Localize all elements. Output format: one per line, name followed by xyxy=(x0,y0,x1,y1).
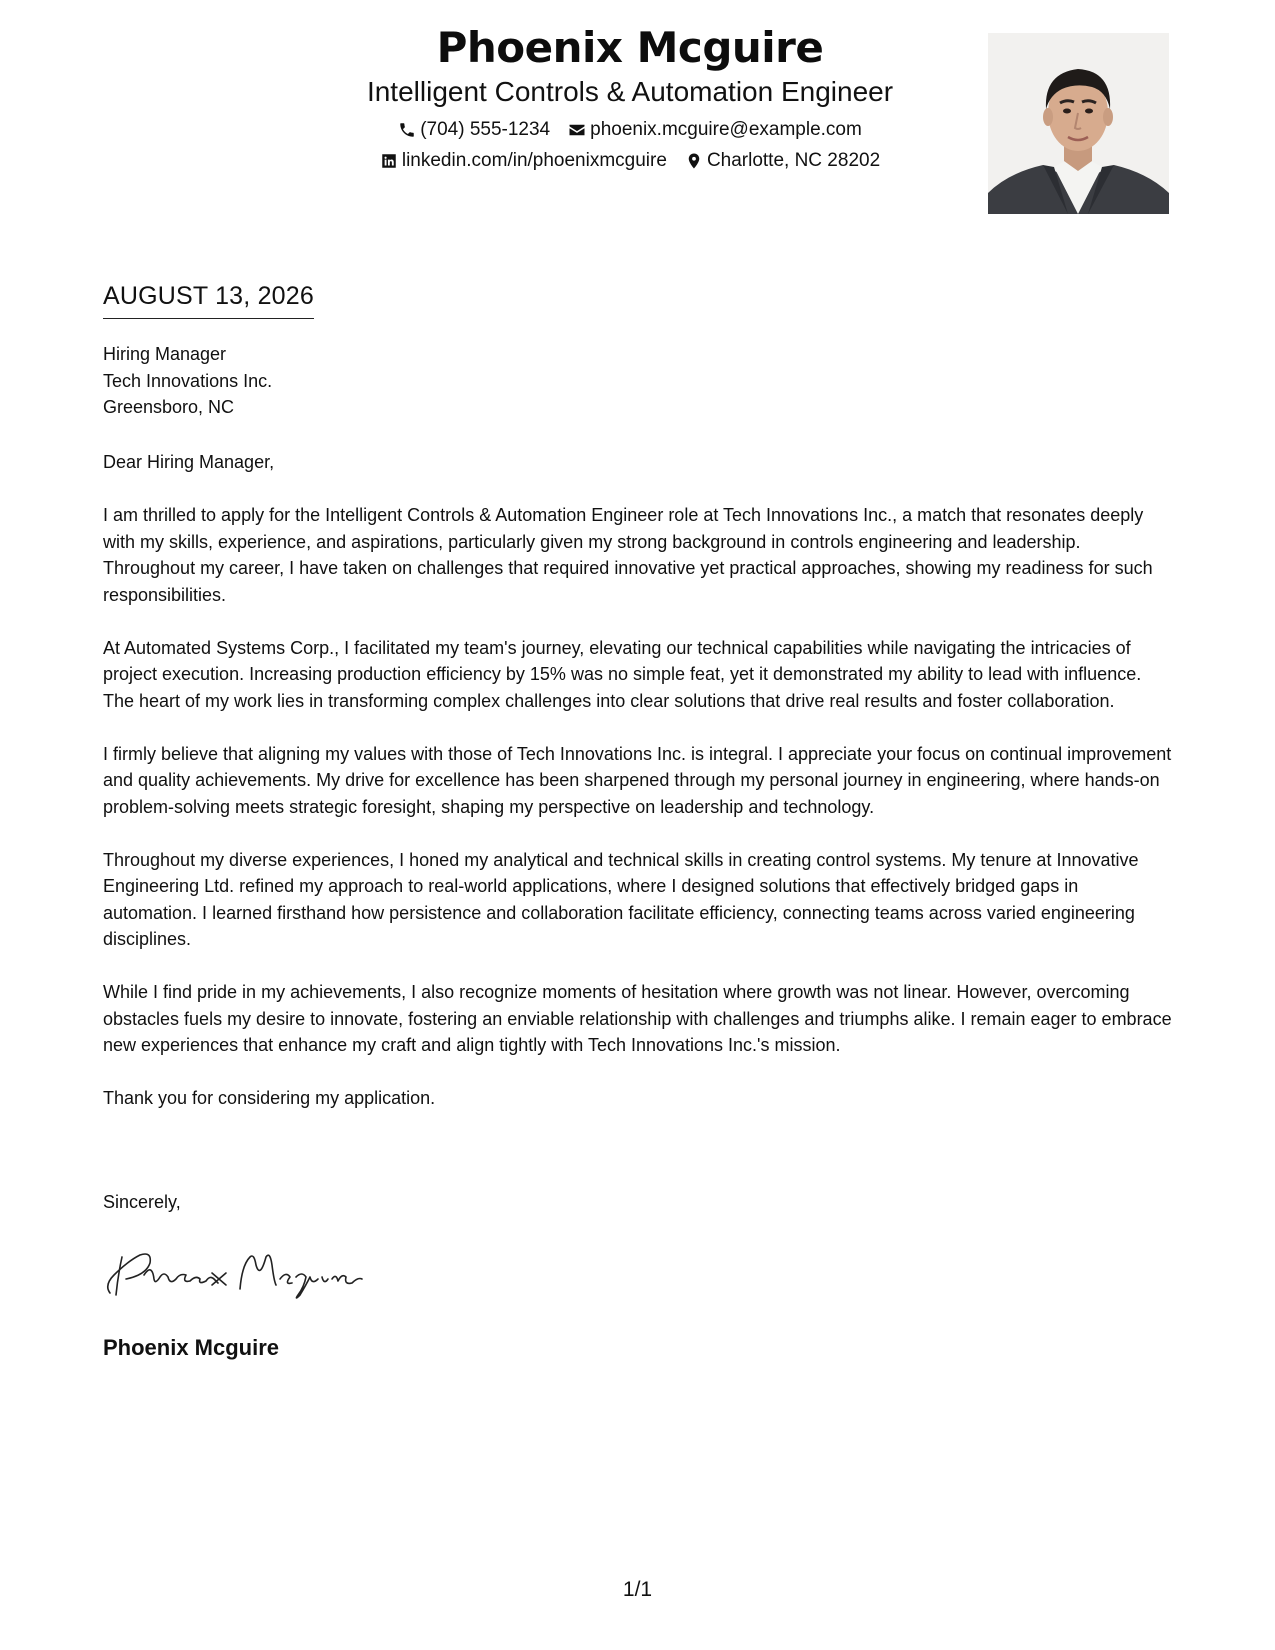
linkedin-contact[interactable] xyxy=(380,149,667,173)
recipient-block xyxy=(103,341,272,421)
letter-body xyxy=(103,449,1173,1138)
recipient-company: Tech Innovations Inc. xyxy=(103,370,273,391)
location-text: Charlotte, NC 28202 xyxy=(706,150,881,171)
linkedin-icon xyxy=(380,152,398,170)
paragraph-5: While I find pride in my achievements, I also recognize moments of hesitation where growth was not linear. However, overcoming obstacles fuels my desire to innovate, fostering an enviable relationship with challenges and triumphs alike. I remain eager to embrace new experiences that enhance my craft and align tightly with Tech Innovations Inc.'s mission. xyxy=(103,982,1172,1055)
paragraph-1: I am thrilled to apply for the Intelligent Controls & Automation Engineer role at Tech Innovations Inc., a match that resonates deeply with my skills, experience, and aspirations, particularly given my strong background in controls engineering and leadership. Throughout my career, I have taken on challenges that required innovative yet practical approaches, showing my readiness for such responsibilities. xyxy=(103,505,1153,605)
email-text: phoenix.mcguire@example.com xyxy=(590,119,862,140)
phone-icon xyxy=(398,121,416,139)
paragraph-4: Throughout my diverse experiences, I honed my analytical and technical skills in creating control systems. My tenure at Innovative Engineering Ltd. refined my approach to real-world applications, where I designed solutions that effectively bridged gaps in automation. I learned firsthand how persistence and collaboration facilitate efficiency, connecting teams across varied engineering disciplines. xyxy=(103,849,1139,949)
salutation: Dear Hiring Manager, xyxy=(103,452,275,472)
letter-date: AUGUST 13, 2026 xyxy=(103,280,314,319)
paragraph-2: At Automated Systems Corp., I facilitated my team's journey, elevating our technical capabilities while navigating the intricacies of project execution. Increasing production efficiency by 15% was no simple feat, yet it demonstrated my ability to lead with influence. The heart of my work lies in transforming complex challenges into clear solutions that drive real results and foster collaboration. xyxy=(103,637,1142,711)
recipient-location: Greensboro, NC xyxy=(103,397,235,417)
location-contact xyxy=(685,149,880,173)
recipient-title: Hiring Manager xyxy=(103,344,227,364)
paragraph-3: I firmly believe that aligning my values with those of Tech Innovations Inc. is integral. I appreciate your focus on continual improvement and quality achievements. My drive for excellence has been sharpened through my personal journey in engineering, where hands-on problem-solving meets strategic foresight, shaping my perspective on leadership and technology. xyxy=(103,743,1172,817)
handwritten-signature xyxy=(100,1245,370,1301)
signature-graphic xyxy=(100,1245,370,1301)
signer-name: Phoenix Mcguire xyxy=(103,1335,280,1360)
envelope-icon xyxy=(568,121,586,139)
page-number: 1/1 xyxy=(622,1578,653,1601)
phone-contact[interactable] xyxy=(398,118,550,142)
applicant-name: Phoenix Mcguire xyxy=(436,23,824,72)
linkedin-text: linkedin.com/in/phoenixmcguire xyxy=(401,150,667,171)
portrait-image xyxy=(988,33,1169,214)
profile-photo xyxy=(988,33,1169,214)
phone-text: (704) 555-1234 xyxy=(420,119,551,140)
email-contact[interactable] xyxy=(568,118,862,142)
job-title: Intelligent Controls & Automation Engineer xyxy=(366,76,894,107)
closing: Sincerely, xyxy=(103,1192,181,1212)
map-pin-icon xyxy=(685,152,703,170)
date-section xyxy=(103,280,314,319)
paragraph-6: Thank you for considering my application. xyxy=(103,1088,436,1108)
